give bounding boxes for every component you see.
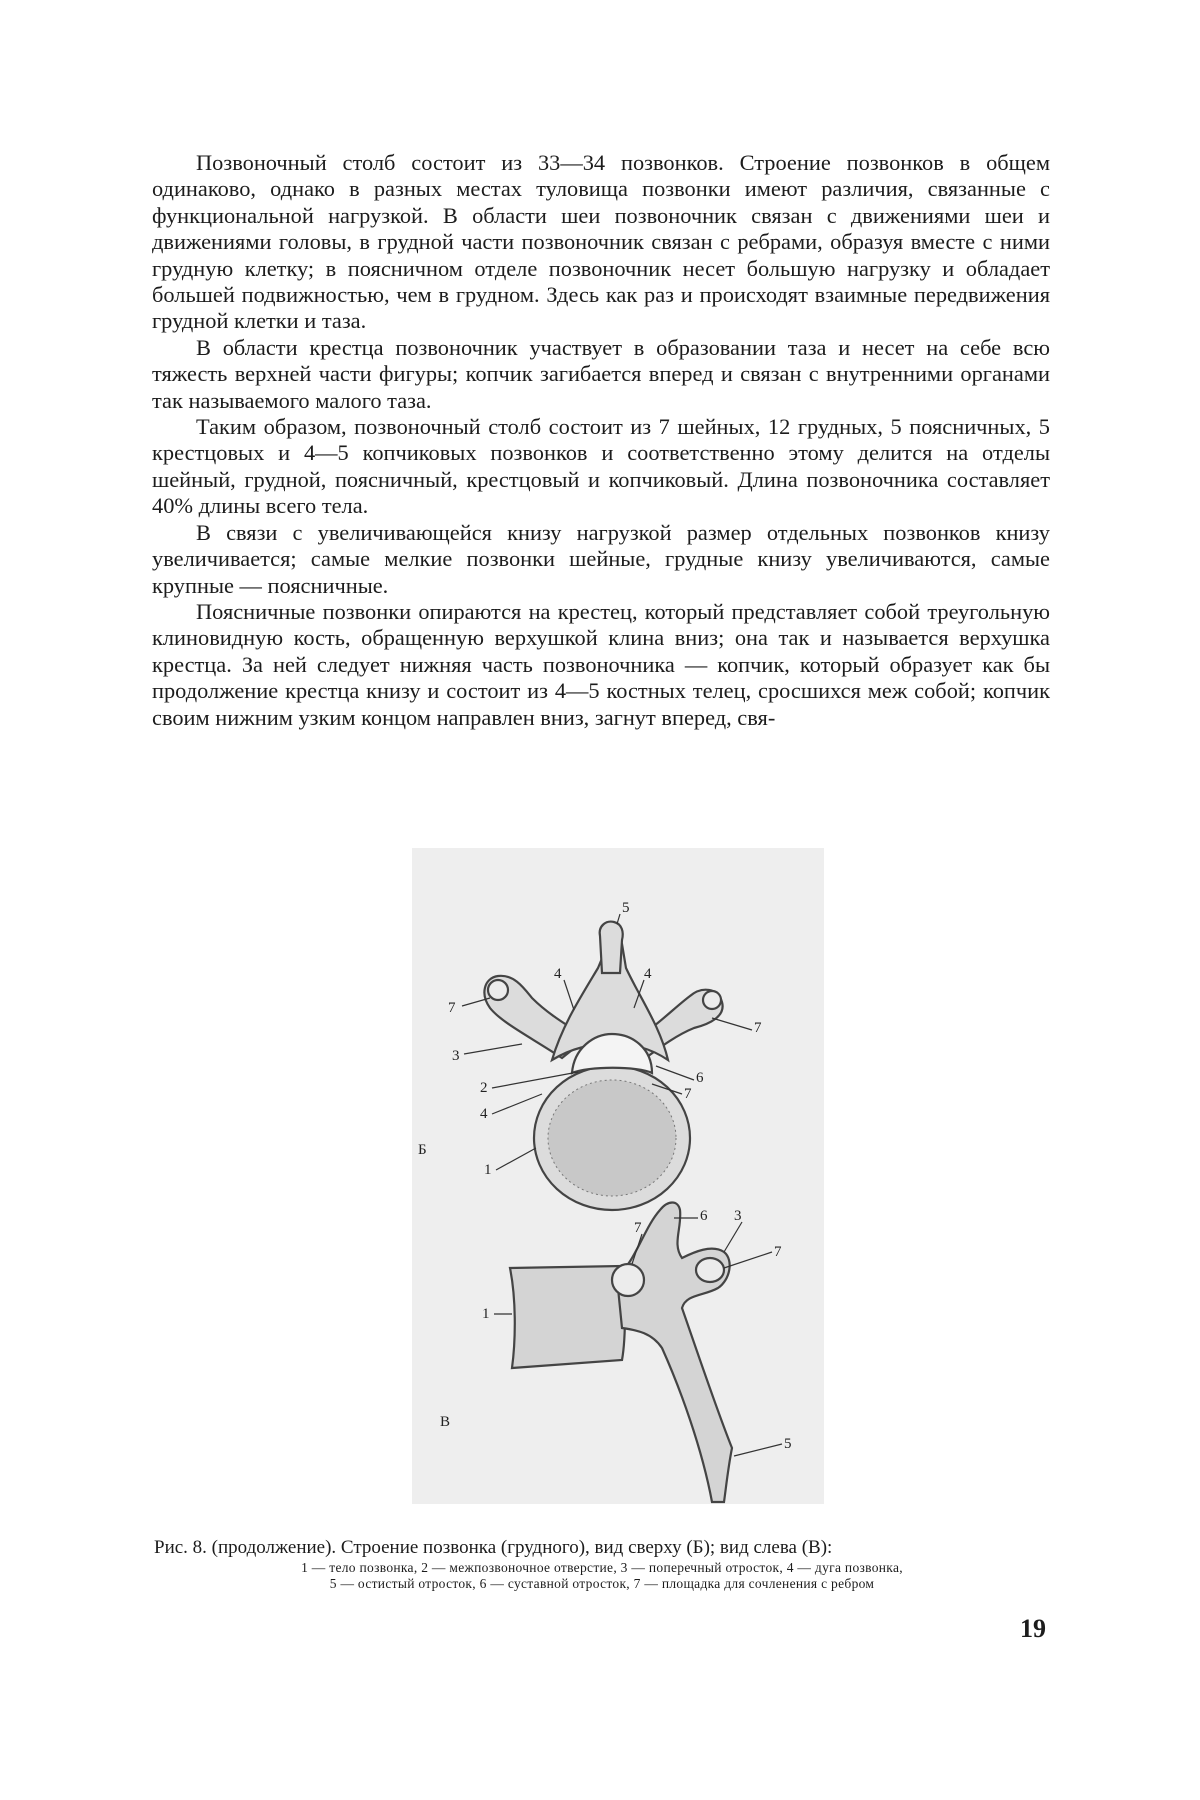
- caption-legend-line-2: 5 — остистый отросток, 6 — суставной отросток, 7 — площадка для сочленения с ребром: [329, 1576, 875, 1591]
- top-label-4a: 4: [554, 966, 562, 982]
- side-view-drawing: [510, 1203, 732, 1503]
- caption-title: Рис. 8. (продолжение). Строение позвонка (грудного), вид сверху (Б); вид слева (В):: [154, 1537, 833, 1558]
- top-label-1: 1: [484, 1162, 492, 1178]
- top-view-drawing: [484, 922, 722, 1210]
- side-label-1: 1: [482, 1306, 490, 1322]
- top-label-7b: 7: [754, 1020, 762, 1036]
- view-v-letter: В: [440, 1414, 451, 1430]
- paragraph-2: В области крестца позвоночник участвует в образовании таза и несет на себе всю тяжесть верхней части фигуры; копчик загибается вперед и связан с внутренними органами так называемого малого таза.: [152, 334, 1050, 413]
- paragraph-1: Позвоночный столб состоит из 33—34 позвонков. Строение позвонков в общем одинаково, однако в разных местах туловища позвонки имеют различия, связанные с функциональной нагрузкой. В области шеи позвоночник связан с движениями шеи и движениями головы, в грудной части позвоночник связан с ребрами, образуя вместе с ними грудную клетку; в поясничном отделе позвоночник несет большую нагрузку и обладает большей подвижностью, чем в грудном. Здесь как раз и происходят взаимные передвижения грудной клетки и таза.: [152, 150, 1050, 334]
- rib-facet-side-process: [696, 1258, 724, 1282]
- top-label-3: 3: [452, 1048, 460, 1064]
- top-label-5: 5: [622, 900, 630, 916]
- vertebral-body-side: [510, 1266, 625, 1368]
- paragraph-5: Поясничные позвонки опираются на крестец, который представляет собой треугольную клиновидную кость, обращенную верхушкой клина вниз; она так и называется верхушка крестца. За ней следует нижняя часть позвоночника — копчик, который образует как бы продолжение крестца книзу и состоит из 4—5 костных телец, сросшихся меж собой; копчик своим нижним узким концом направлен вниз, загнут вперед, свя-: [152, 598, 1050, 730]
- top-label-6: 6: [696, 1070, 704, 1086]
- side-label-6: 6: [700, 1208, 708, 1224]
- vertebra-figure: [412, 848, 824, 1504]
- body-spongy-surface: [548, 1080, 676, 1196]
- caption-legend-line-1: 1 — тело позвонка, 2 — межпозвоночное отверстие, 3 — поперечный отросток, 4 — дуга позвонка,: [301, 1560, 903, 1575]
- top-label-7c: 7: [684, 1086, 692, 1102]
- side-label-3: 3: [734, 1208, 742, 1224]
- pedicle-and-processes: [617, 1203, 732, 1503]
- paragraph-3: Таким образом, позвоночный столб состоит из 7 шейных, 12 грудных, 5 поясничных, 5 крестцовых и 4—5 копчиковых позвонков и соответственно этому делится на отделы шейный, грудной, поясничный, крестцовый и копчиковый. Длина позвоночника составляет 40% длины всего тела.: [152, 414, 1050, 519]
- paragraph-4: В связи с увеличивающейся книзу нагрузкой размер отдельных позвонков книзу увеличивается; самые мелкие позвонки шейные, грудные книзу увеличиваются, самые крупные — поясничные.: [152, 519, 1050, 598]
- view-b-letter: Б: [418, 1142, 427, 1158]
- top-label-2: 2: [480, 1080, 488, 1096]
- rib-facet-side-body: [612, 1264, 644, 1296]
- body-text: [152, 150, 1050, 731]
- top-label-7a: 7: [448, 1000, 456, 1016]
- side-label-7b: 7: [774, 1244, 782, 1260]
- spinous-process: [600, 922, 623, 973]
- rib-facet-left: [488, 980, 508, 1000]
- top-label-4b: 4: [644, 966, 652, 982]
- top-label-4c: 4: [480, 1106, 488, 1122]
- vertebra-illustration: [412, 848, 824, 1504]
- rib-facet-right: [703, 991, 721, 1009]
- figure-caption: [154, 1536, 1050, 1592]
- page-number: 19: [1020, 1614, 1046, 1643]
- side-label-5: 5: [784, 1436, 792, 1452]
- side-label-7a: 7: [634, 1220, 642, 1236]
